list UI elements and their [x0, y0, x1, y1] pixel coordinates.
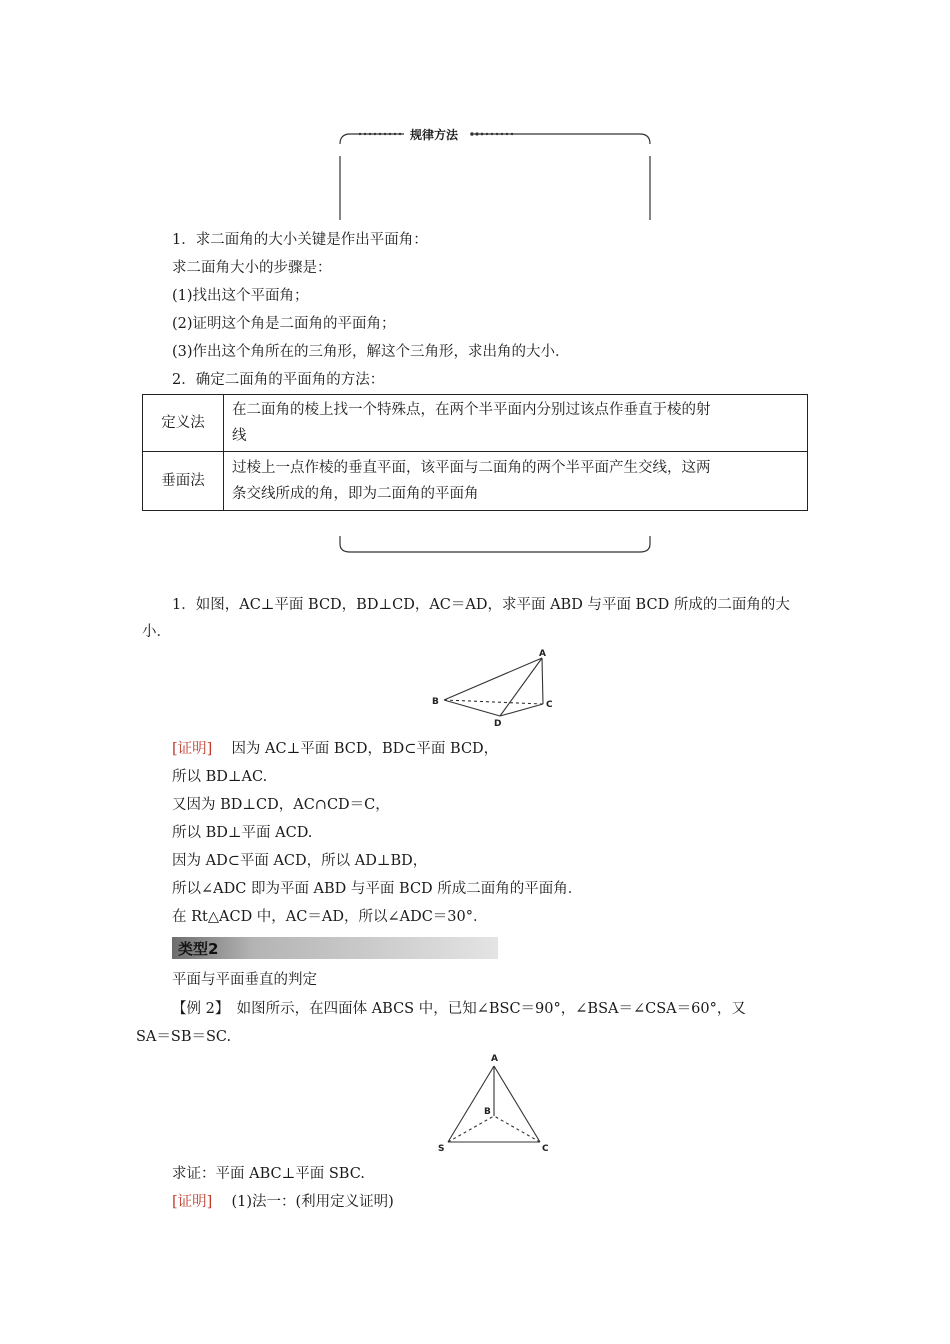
method-box-top-frame [334, 128, 656, 224]
table-row [143, 452, 808, 511]
proof-tag: [证明] [172, 1194, 213, 1210]
vertex-label-s: S [438, 1144, 445, 1154]
method-description [224, 452, 808, 511]
proof-line-7: 在 Rt△ACD 中，AC＝AD，所以∠ADC＝30°． [172, 909, 488, 925]
method-table [142, 394, 808, 511]
method-step-2: (2)证明这个角是二面角的平面角； [172, 316, 396, 332]
vertex-label-c: C [546, 700, 553, 710]
exercise-1-line-1: 1．如图，AC⊥平面 BCD，BD⊥CD，AC＝AD，求平面 ABD 与平面 BCD 所成的二面角的大 [172, 597, 790, 613]
method-description-line: 条交线所成的角，即为二面角的平面角 [232, 486, 479, 502]
type-2-label: 类型2 [178, 940, 219, 958]
method-banner-title: 规律方法 [410, 128, 459, 142]
proof-line-6: 所以∠ADC 即为平面 ABD 与平面 BCD 所成二面角的平面角． [172, 881, 583, 897]
vertex-label-c: C [542, 1144, 549, 1154]
vertex-label-b: B [484, 1107, 491, 1117]
vertex-label-d: D [494, 719, 502, 729]
method-point-1: 1．求二面角的大小关键是作出平面角： [172, 232, 428, 248]
exercise-1-line-2: 小． [142, 624, 171, 640]
method-steps-intro: 求二面角大小的步骤是： [172, 260, 332, 276]
method-point-2: 2．确定二面角的平面角的方法： [172, 372, 385, 388]
proof-line-5: 因为 AD⊂平面 ACD，所以 AD⊥BD， [172, 853, 428, 869]
table-row [143, 395, 808, 452]
method-step-3: (3)作出这个角所在的三角形，解这个三角形，求出角的大小． [172, 344, 570, 360]
method-description [224, 395, 808, 452]
proof-line-1 [172, 737, 498, 758]
method-description-line: 线 [232, 428, 247, 444]
exercise-1-figure [426, 646, 566, 730]
method-description-line: 过棱上一点作棱的垂直平面，该平面与二面角的两个半平面产生交线，这两 [232, 460, 711, 476]
method-name: 垂面法 [143, 452, 224, 511]
vertex-label-a: A [491, 1054, 498, 1064]
example-2-line-1: 【例 2】 如图所示，在四面体 ABCS 中，已知∠BSC＝90°，∠BSA＝∠CSA＝60°，又 [172, 1001, 746, 1017]
method-description-line: 在二面角的棱上找一个特殊点，在两个半平面内分别过该点作垂直于棱的射 [232, 402, 711, 418]
proof-text: 因为 AC⊥平面 BCD，BD⊂平面 BCD， [231, 741, 499, 757]
example-2-proof-start [172, 1190, 394, 1211]
method-step-1: (1)找出这个平面角； [172, 288, 309, 304]
proof-tag: [证明] [172, 741, 213, 757]
method-box-bottom-frame [334, 534, 656, 558]
type-2-title: 平面与平面垂直的判定 [172, 972, 317, 988]
vertex-label-a: A [539, 649, 546, 659]
vertex-label-b: B [432, 697, 439, 707]
example-2-line-2: SA＝SB＝SC. [136, 1029, 232, 1045]
type-2-banner [172, 937, 498, 959]
proof-line-3: 又因为 BD⊥CD，AC∩CD＝C， [172, 797, 390, 813]
prove-statement: 求证：平面 ABC⊥平面 SBC. [172, 1166, 365, 1182]
proof-line-4: 所以 BD⊥平面 ACD. [172, 825, 313, 841]
method-name: 定义法 [143, 395, 224, 452]
example-2-figure [432, 1050, 556, 1154]
proof-text: (1)法一：(利用定义证明) [231, 1194, 394, 1210]
proof-line-2: 所以 BD⊥AC. [172, 769, 268, 785]
